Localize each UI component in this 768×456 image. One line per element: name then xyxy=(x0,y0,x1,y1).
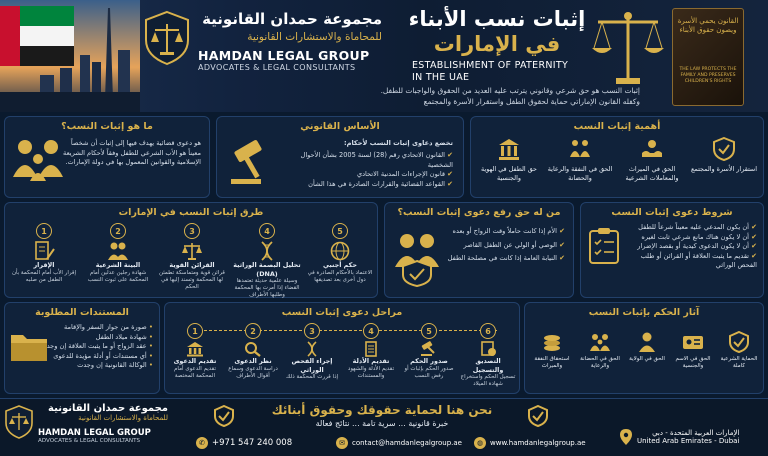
stage-number: 4 xyxy=(363,323,379,339)
stage-desc: صدور الحكم بإثبات أو رفض النسب xyxy=(404,365,454,379)
gavel-icon xyxy=(420,341,438,357)
documents-card xyxy=(4,302,160,394)
stage-number: 2 xyxy=(245,323,261,339)
stage-title: إجراء الفحص الوراثي xyxy=(291,357,333,374)
family-icon xyxy=(11,137,65,183)
document-item: • عقد الزواج أو ما يثبت العلاقة إن وجد xyxy=(46,342,153,350)
gavel-icon xyxy=(227,139,277,187)
brand-name-en: HAMDAN LEGAL GROUP xyxy=(198,48,370,63)
footer-brand xyxy=(38,403,168,422)
scales-icon xyxy=(181,241,203,261)
effect-item xyxy=(625,331,669,363)
effects-card xyxy=(524,302,764,394)
method-number: 1 xyxy=(36,223,52,239)
page-title xyxy=(408,6,586,56)
condition-item: ✔ أن يكون المدعي عليه معيناً شرعاً للطفل xyxy=(638,223,757,231)
legal-basis-item: ✔ قانون الإجراءات المدنية الاتحادي xyxy=(356,170,453,178)
person-icon xyxy=(636,331,658,353)
effects-title: آثار الحكم بإثبات النسب xyxy=(588,307,700,318)
footer-slogan-block xyxy=(240,403,524,428)
document-icon xyxy=(362,341,380,357)
importance-item xyxy=(545,137,615,182)
footer-email-text: contact@hamdanlegalgroup.ae xyxy=(352,439,462,447)
scales-logo-icon xyxy=(142,10,192,66)
hero-description-line2: وكفله القانون الإماراتي حماية لحقوق الطفل واستقرار الأسرة والمجتمع xyxy=(423,96,640,106)
law-book-text-ar: القانون يحمي الأسرة ويصون حقوق الأبناء xyxy=(677,17,739,34)
family-shield-icon xyxy=(391,231,443,287)
who-can-card xyxy=(384,202,574,298)
what-is-card xyxy=(4,116,210,198)
law-book-text-en: THE LAW PROTECTS THE FAMILY AND PRESERVES CHILDREN'S RIGHTS xyxy=(679,67,737,84)
stage-desc: إذا قررت المحكمة ذلك xyxy=(285,374,339,380)
importance-item xyxy=(617,137,687,182)
document-item: • الوكالة القانونية إن وجدت xyxy=(77,361,153,369)
legal-basis-title: الأساس القانوني xyxy=(300,121,380,132)
building-icon xyxy=(497,137,521,161)
method-desc: إقرار الأب أمام المحكمة بأن الطفل من صلبه xyxy=(11,269,77,283)
stage-number: 6 xyxy=(480,323,496,339)
email-icon: ✉ xyxy=(336,437,348,449)
what-is-title: ما هو إثبات النسب؟ xyxy=(61,121,153,132)
seal-icon xyxy=(479,341,497,357)
footer-email[interactable] xyxy=(336,437,462,449)
stage-number: 1 xyxy=(187,323,203,339)
stage-number: 5 xyxy=(421,323,437,339)
footer-brand-ar-sub: للمحاماة والاستشارات القانونية xyxy=(78,414,168,422)
page-title-line1: إثبات نسب الأبناء xyxy=(408,7,586,31)
effect-label: الحق في الولاية xyxy=(629,356,665,362)
documents-title: المستندات المطلوبة xyxy=(35,307,129,318)
id-card-icon xyxy=(682,331,704,353)
building-icon xyxy=(186,341,204,357)
importance-item xyxy=(475,137,543,182)
effect-label: الحماية الشرعية كاملة xyxy=(720,356,758,369)
dna-icon xyxy=(303,341,321,357)
legal-basis-card xyxy=(216,116,464,198)
effect-item xyxy=(529,331,575,370)
importance-item xyxy=(689,137,759,174)
footer-website-text: www.hamdanlegalgroup.ae xyxy=(490,439,586,447)
method-item xyxy=(305,223,375,284)
stage-item xyxy=(401,323,457,380)
condition-item: ✔ تقديم ما يثبت العلاقة أو القرائن أو طلب الفحص الوراثي xyxy=(640,251,757,269)
method-title: الإقرار xyxy=(33,261,55,269)
stage-desc: تقديم الأدلة والشهود والمستندات xyxy=(347,365,395,379)
legal-basis-intro: تخضع دعاوى إثبات النسب لأحكام: xyxy=(343,139,453,147)
effect-item xyxy=(671,331,715,370)
method-item xyxy=(157,223,227,291)
footer xyxy=(0,398,768,456)
document-item: • شهادة ميلاد الطفل xyxy=(95,332,153,341)
method-item xyxy=(9,223,79,284)
checklist-icon xyxy=(587,227,621,265)
importance-card xyxy=(470,116,764,198)
people-icon xyxy=(107,241,129,261)
importance-label: الحق في الميراث والمعاملات الشرعية xyxy=(625,165,679,182)
who-can-item: ✔ الأم إذا كانت حاملاً وقت الزواج أو بعده xyxy=(452,227,565,235)
page-title-line2: في الإمارات xyxy=(433,32,561,56)
who-can-title: من له حق رفع دعوى إثبات النسب؟ xyxy=(397,207,561,218)
stage-item xyxy=(283,323,341,381)
legal-basis-item: ✔ القواعد القضائية والقرارات الصادرة في هذا الشأن xyxy=(308,179,453,188)
family-icon xyxy=(589,331,611,353)
shield-check-icon xyxy=(712,137,736,161)
hero-description-line1: إثبات النسب هو حق شرعي وقانوني يترتب عليه العديد من الحقوق والواجبات للطفل. xyxy=(380,86,640,95)
effect-label: استحقاق النفقة والميراث xyxy=(534,356,570,369)
brand-subtitle-ar: للمحاماة والاستشارات القانونية xyxy=(247,31,382,43)
family-icon xyxy=(568,137,592,161)
stage-item xyxy=(225,323,281,380)
footer-phone[interactable] xyxy=(196,437,292,449)
documents-list xyxy=(45,323,153,371)
method-number: 3 xyxy=(184,223,200,239)
effect-label: الحق في الحضانة والرعاية xyxy=(580,356,620,369)
legal-basis-list xyxy=(283,151,453,189)
globe-icon xyxy=(329,241,351,261)
document-item: • صورة من جواز السفر والإقامة xyxy=(63,323,153,331)
coins-icon xyxy=(541,331,563,353)
method-desc: شهادة رجلين عدلين أمام المحكمة على ثبوت النسب xyxy=(87,269,149,283)
brand-subtitle-en: ADVOCATES & LEGAL CONSULTANTS xyxy=(198,63,356,72)
method-title: تحليل البصمة الوراثية (DNA) xyxy=(233,261,301,278)
effect-label: الحق في الاسم والجنسية xyxy=(675,356,711,369)
scales-of-justice-icon xyxy=(590,8,666,88)
effect-item xyxy=(717,331,761,370)
who-can-item: ✔ النيابة العامة إذا كانت في مصلحة الطفل xyxy=(447,254,565,262)
importance-label: الحق في النفقة والرعاية والحضانة xyxy=(547,165,613,182)
stage-number: 3 xyxy=(304,323,320,339)
stage-item xyxy=(343,323,399,380)
stage-title: نظر الدعوى xyxy=(234,357,272,365)
importance-title: أهمية إثبات النسب xyxy=(573,121,661,132)
method-number: 2 xyxy=(110,223,126,239)
page-title-en xyxy=(412,60,602,84)
law-book-image xyxy=(672,8,744,106)
condition-item: ✔ أن لا يكون هناك مانع شرعي ثابت لغيره xyxy=(641,232,757,241)
method-number: 5 xyxy=(332,223,348,239)
importance-label: استقرار الأسرة والمجتمع xyxy=(690,165,758,173)
method-title: القرائن القوية xyxy=(169,261,215,269)
magnifier-icon xyxy=(244,341,262,357)
uae-flag-image xyxy=(0,6,74,66)
conditions-title: شروط دعوى إثبات النسب xyxy=(611,207,733,218)
shield-icon xyxy=(728,331,750,353)
document-pen-icon xyxy=(33,241,55,261)
footer-slogan: نحن هنا لحماية حقوقك وحقوق أبنائك xyxy=(271,403,493,417)
footer-location xyxy=(620,429,739,445)
location-pin-icon xyxy=(620,429,632,445)
effect-item xyxy=(577,331,623,370)
footer-brand-en-block xyxy=(38,428,178,444)
hero-description xyxy=(260,86,640,107)
method-desc: وسيلة علمية حديثة تعتمدها القضاء إذا أمرت بها المحكمة وطلبها الأطراف xyxy=(234,278,300,298)
method-title: البينة الشرعية xyxy=(95,261,141,269)
dna-icon xyxy=(256,241,278,261)
stage-title: التصديق والتسجيل xyxy=(472,357,504,374)
stages-card xyxy=(164,302,520,394)
what-is-text: هو دعوى قضائية يهدف فيها إلى إثبات أن شخصاً معيناً هو الأب الشرعي للطفل وفقاً لأحكام الشريعة الإسلامية والقوانين المعمول بها في دولة الإمارات. xyxy=(63,139,201,166)
hands-care-icon xyxy=(640,137,664,161)
footer-phone-text: +971 547 240 008 xyxy=(212,438,293,448)
footer-location-ar: الإمارات العربية المتحدة - دبي xyxy=(652,429,740,437)
method-desc: الاعتماد بالأحكام الصادرة في دول أخرى بعد تصديقها xyxy=(307,269,373,283)
method-title: حكم أجنبي xyxy=(322,261,358,269)
page-title-en-line1: ESTABLISHMENT OF PATERNITY xyxy=(412,60,569,71)
stage-desc: تسجيل الحكم واستخراج شهادة الميلاد xyxy=(460,374,516,387)
footer-tagline: خبرة قانونية ... سرية تامة ... نتائج فعالة xyxy=(315,419,449,428)
importance-label: حق الطفل في الهوية والجنسية xyxy=(481,165,537,182)
conditions-list xyxy=(623,223,757,271)
stage-item xyxy=(167,323,223,380)
methods-card xyxy=(4,202,378,298)
scales-logo-icon xyxy=(4,405,34,439)
brand-header xyxy=(142,8,382,78)
phone-icon: ✆ xyxy=(196,437,208,449)
page-title-en-line2: IN THE UAE xyxy=(412,72,470,83)
hero-banner xyxy=(0,0,768,112)
method-item xyxy=(83,223,153,284)
stages-title: مراحل دعوى إثبات النسب xyxy=(281,307,403,318)
legal-basis-item: ✔ القانون الاتحادي رقم (28) لسنة 2005 بشأن الأحوال الشخصية xyxy=(300,151,453,169)
shield-check-icon xyxy=(528,405,548,427)
footer-website[interactable] xyxy=(474,437,586,449)
method-desc: قرائن قوية ومتماسكة تطمئن لها المحكمة وتسند إليها في الحكم xyxy=(159,269,225,290)
stage-desc: تقديم الدعوى أمام المحكمة المختصة xyxy=(174,365,216,379)
methods-title: طرق إثبات النسب في الإمارات xyxy=(118,207,264,218)
folder-icon xyxy=(9,329,49,363)
footer-brand-en: HAMDAN LEGAL GROUP xyxy=(38,428,151,438)
method-number: 4 xyxy=(259,223,275,239)
footer-location-en: United Arab Emirates - Dubai xyxy=(637,437,740,445)
stage-title: تقديم الأدلة xyxy=(352,357,390,365)
footer-brand-ar: مجموعة حمدان القانونية xyxy=(48,403,168,414)
conditions-card xyxy=(580,202,764,298)
footer-brand-en-sub: ADVOCATES & LEGAL CONSULTANTS xyxy=(38,438,141,444)
stage-title: تقديم الدعوى xyxy=(173,357,217,365)
who-can-list xyxy=(445,227,565,264)
stage-desc: دراسة الدعوى وسماع أقوال الأطراف xyxy=(228,365,278,379)
who-can-item: ✔ الوصي أو الولي عن الطفل القاصر xyxy=(463,240,565,249)
shield-check-icon xyxy=(214,405,234,427)
stage-item xyxy=(459,323,517,388)
brand-name-ar: مجموعة حمدان القانونية xyxy=(202,10,382,28)
globe-icon: ◍ xyxy=(474,437,486,449)
document-item: • أي مستندات أو أدلة مؤيدة للدعوى xyxy=(53,351,153,360)
method-item xyxy=(231,223,303,299)
stage-title: صدور الحكم xyxy=(410,357,448,365)
condition-item: ✔ أن لا يكون الدعوى كيدية أو بقصد الإضرار xyxy=(637,242,757,250)
